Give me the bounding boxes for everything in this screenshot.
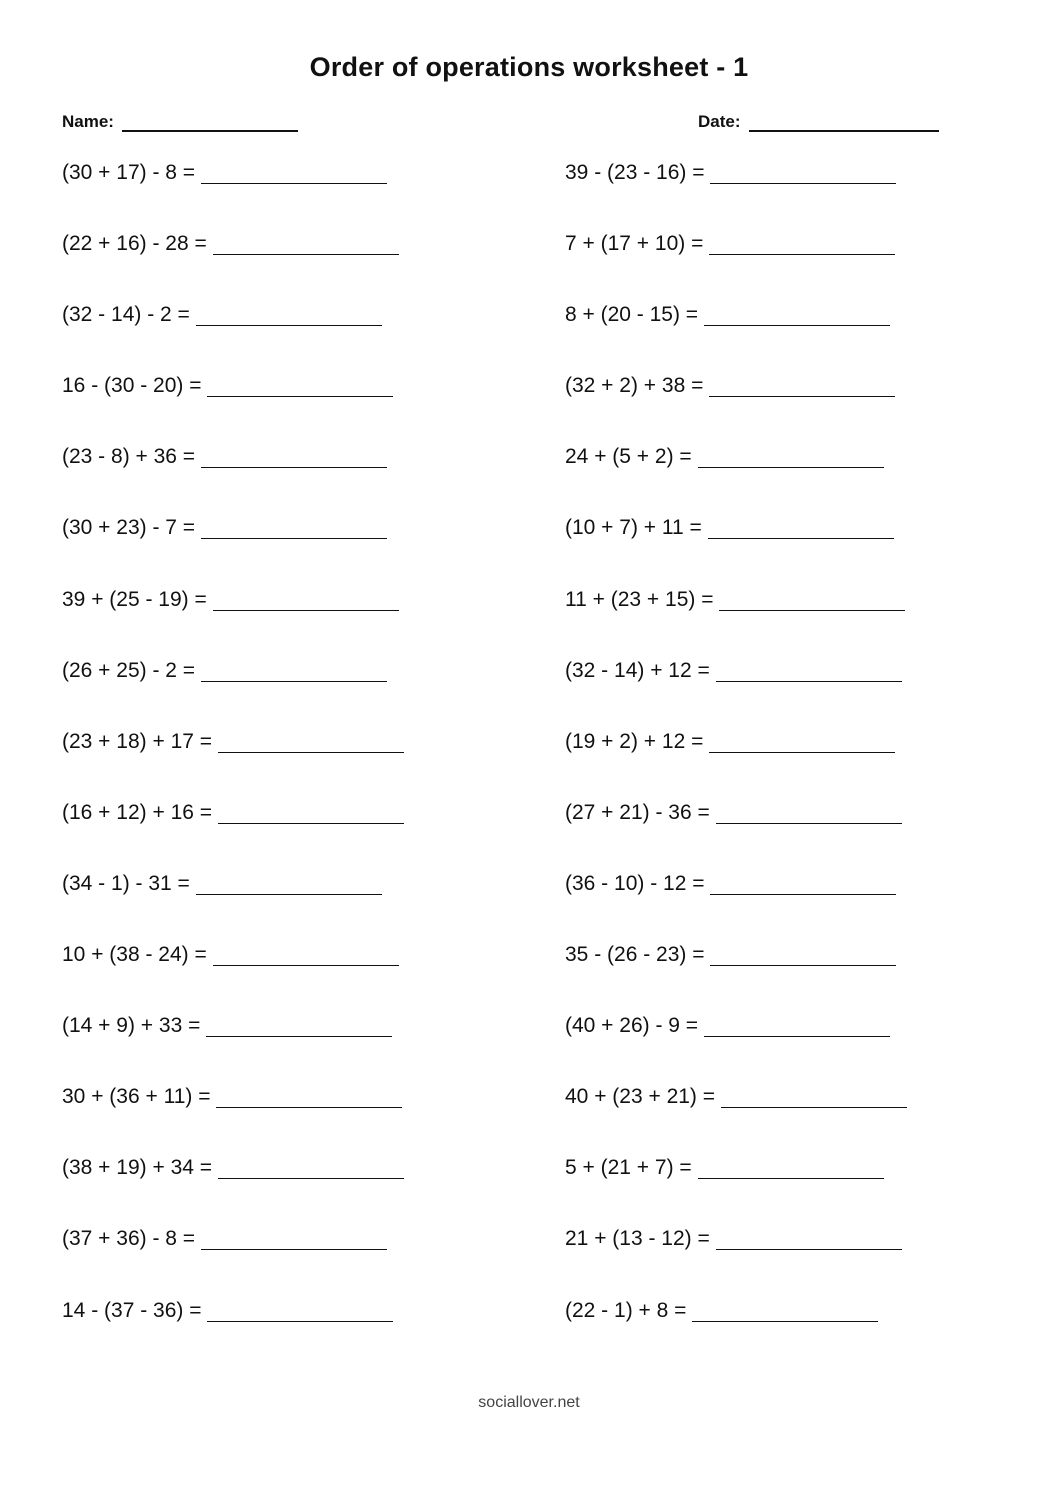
left-problem-12 xyxy=(62,940,404,1011)
left-problem-8 xyxy=(62,656,404,727)
problem-expression: (36 - 10) - 12 = xyxy=(565,871,705,895)
answer-blank[interactable] xyxy=(213,940,399,966)
problem-expression: (22 + 16) - 28 = xyxy=(62,232,207,256)
left-problem-3 xyxy=(62,300,404,371)
answer-blank[interactable] xyxy=(213,585,399,611)
left-problem-4 xyxy=(62,371,404,442)
answer-blank[interactable] xyxy=(216,1082,402,1108)
problem-expression: (23 + 18) + 17 = xyxy=(62,729,213,753)
problem-expression: 39 - (23 - 16) = xyxy=(565,161,705,184)
name-blank-line xyxy=(122,112,298,132)
answer-blank[interactable] xyxy=(201,158,387,184)
right-problem-7 xyxy=(565,585,907,656)
problem-expression: (30 + 17) - 8 = xyxy=(62,161,196,184)
name-label: Name: xyxy=(62,112,114,131)
right-problem-13 xyxy=(565,1011,907,1082)
right-problem-8 xyxy=(565,656,907,727)
problem-expression: 16 - (30 - 20) = xyxy=(62,374,202,398)
left-problem-14 xyxy=(62,1082,404,1153)
footer-website: sociallover.net xyxy=(478,1394,580,1411)
left-problem-5 xyxy=(62,442,404,513)
left-problem-13 xyxy=(62,1011,404,1082)
answer-blank[interactable] xyxy=(218,798,404,824)
problem-expression: 30 + (36 + 11) = xyxy=(62,1085,211,1109)
problem-expression: (26 + 25) - 2 = xyxy=(62,658,196,682)
answer-blank[interactable] xyxy=(692,1296,878,1322)
problem-expression: (32 + 2) + 38 = xyxy=(565,374,704,398)
answer-blank[interactable] xyxy=(704,1011,890,1037)
answer-blank[interactable] xyxy=(709,371,895,397)
problem-expression: 7 + (17 + 10) = xyxy=(565,232,704,256)
answer-blank[interactable] xyxy=(218,727,404,753)
answer-blank[interactable] xyxy=(206,1011,392,1037)
answer-blank[interactable] xyxy=(710,940,896,966)
answer-blank[interactable] xyxy=(218,1153,404,1179)
answer-blank[interactable] xyxy=(201,1224,387,1250)
left-problem-15 xyxy=(62,1153,404,1224)
answer-blank[interactable] xyxy=(207,371,393,397)
problem-expression: (32 - 14) - 2 = xyxy=(62,303,190,327)
right-problem-16 xyxy=(565,1224,907,1295)
answer-blank[interactable] xyxy=(196,869,382,895)
left-problem-7 xyxy=(62,585,404,656)
answer-blank[interactable] xyxy=(709,229,895,255)
right-problem-1 xyxy=(565,158,907,229)
problem-expression: 40 + (23 + 21) = xyxy=(565,1085,716,1109)
problem-expression: (38 + 19) + 34 = xyxy=(62,1156,213,1180)
answer-blank[interactable] xyxy=(716,798,902,824)
problem-expression: (23 - 8) + 36 = xyxy=(62,445,196,469)
answer-blank[interactable] xyxy=(721,1082,907,1108)
right-problem-6 xyxy=(565,513,907,584)
answer-blank[interactable] xyxy=(698,1153,884,1179)
name-field xyxy=(62,112,298,132)
date-label: Date: xyxy=(698,112,741,131)
right-problem-2 xyxy=(565,229,907,300)
problem-expression: 5 + (21 + 7) = xyxy=(565,1156,692,1180)
problem-expression: (27 + 21) - 36 = xyxy=(565,800,710,824)
answer-blank[interactable] xyxy=(201,513,387,539)
left-problem-6 xyxy=(62,513,404,584)
problem-expression: (37 + 36) - 8 = xyxy=(62,1227,196,1251)
left-problem-column xyxy=(62,158,404,1367)
problem-expression: 14 - (37 - 36) = xyxy=(62,1298,202,1322)
left-problem-11 xyxy=(62,869,404,940)
problem-expression: (40 + 26) - 9 = xyxy=(565,1014,699,1038)
right-problem-12 xyxy=(565,940,907,1011)
answer-blank[interactable] xyxy=(201,442,387,468)
right-problem-15 xyxy=(565,1153,907,1224)
problem-expression: 8 + (20 - 15) = xyxy=(565,303,699,327)
problem-expression: (34 - 1) - 31 = xyxy=(62,871,190,895)
answer-blank[interactable] xyxy=(719,585,905,611)
answer-blank[interactable] xyxy=(698,442,884,468)
date-blank-line xyxy=(749,112,939,132)
left-problem-1 xyxy=(62,158,404,229)
problem-expression: 21 + (13 - 12) = xyxy=(565,1227,710,1251)
problem-expression: (16 + 12) + 16 = xyxy=(62,800,213,824)
problem-expression: 10 + (38 - 24) = xyxy=(62,943,207,967)
left-problem-9 xyxy=(62,727,404,798)
answer-blank[interactable] xyxy=(213,229,399,255)
answer-blank[interactable] xyxy=(716,1224,902,1250)
right-problem-9 xyxy=(565,727,907,798)
answer-blank[interactable] xyxy=(201,656,387,682)
right-problem-4 xyxy=(565,371,907,442)
left-problem-2 xyxy=(62,229,404,300)
problem-expression: (22 - 1) + 8 = xyxy=(565,1298,687,1322)
problem-expression: (30 + 23) - 7 = xyxy=(62,516,196,540)
problem-expression: 39 + (25 - 19) = xyxy=(62,587,207,611)
right-problem-column xyxy=(565,158,907,1367)
problem-expression: 11 + (23 + 15) = xyxy=(565,587,714,611)
right-problem-11 xyxy=(565,869,907,940)
right-problem-17 xyxy=(565,1296,907,1367)
date-field xyxy=(698,112,939,132)
problem-expression: (32 - 14) + 12 = xyxy=(565,658,710,682)
answer-blank[interactable] xyxy=(708,513,894,539)
answer-blank[interactable] xyxy=(704,300,890,326)
page-title: Order of operations worksheet - 1 xyxy=(309,52,749,82)
left-problem-17 xyxy=(62,1296,404,1367)
problem-expression: 24 + (5 + 2) = xyxy=(565,445,692,469)
right-problem-3 xyxy=(565,300,907,371)
left-problem-16 xyxy=(62,1224,404,1295)
left-problem-10 xyxy=(62,798,404,869)
answer-blank[interactable] xyxy=(710,869,896,895)
answer-blank[interactable] xyxy=(716,656,902,682)
right-problem-5 xyxy=(565,442,907,513)
answer-blank[interactable] xyxy=(710,158,896,184)
answer-blank[interactable] xyxy=(709,727,895,753)
problem-expression: (19 + 2) + 12 = xyxy=(565,729,704,753)
answer-blank[interactable] xyxy=(196,300,382,326)
problem-expression: (14 + 9) + 33 = xyxy=(62,1014,201,1038)
right-problem-10 xyxy=(565,798,907,869)
answer-blank[interactable] xyxy=(207,1296,393,1322)
right-problem-14 xyxy=(565,1082,907,1153)
problem-expression: 35 - (26 - 23) = xyxy=(565,943,705,967)
problem-expression: (10 + 7) + 11 = xyxy=(565,516,702,540)
